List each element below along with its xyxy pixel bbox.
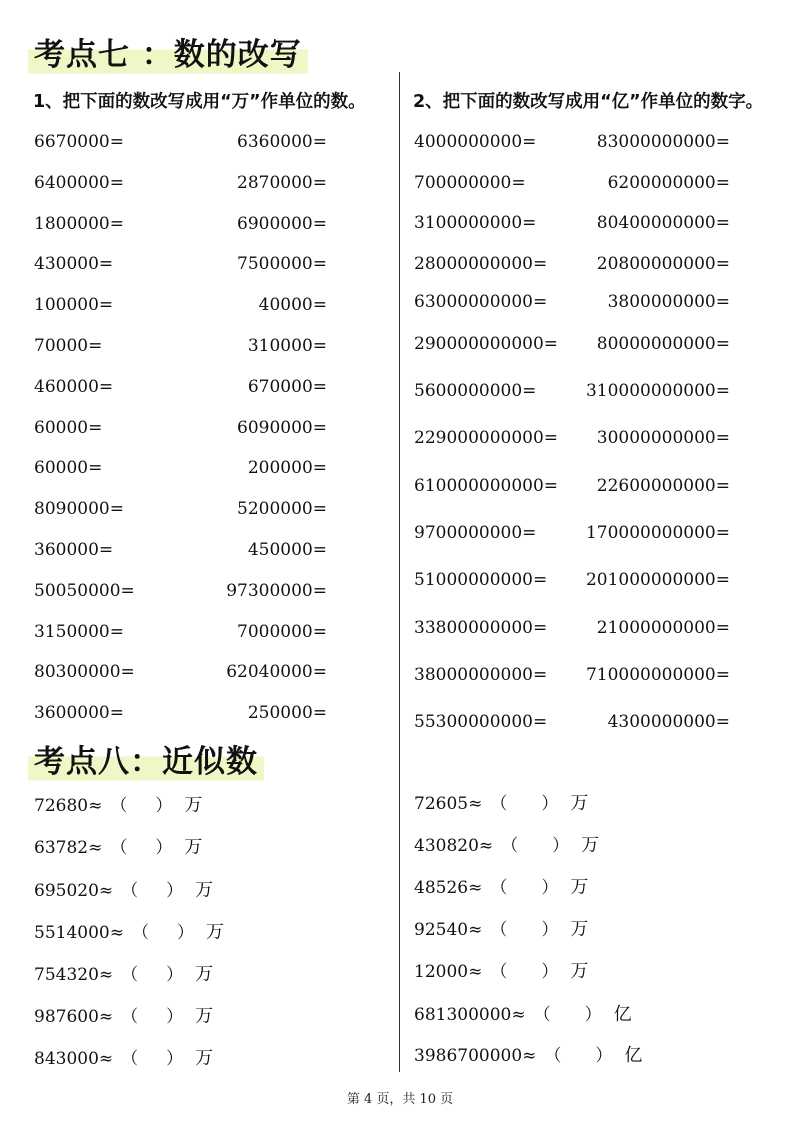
exercise-item: 290000000000= bbox=[414, 334, 559, 354]
exercise-item: 55300000000= bbox=[414, 712, 548, 732]
exercise-item: 4300000000= bbox=[607, 712, 730, 732]
exercise-item: 80300000= bbox=[34, 662, 135, 682]
exercise-item: 200000= bbox=[247, 458, 327, 478]
approx-number: 72605 bbox=[414, 794, 469, 814]
approx-symbol: ≈ bbox=[511, 1005, 526, 1025]
column-divider bbox=[399, 72, 400, 1072]
close-paren: ） bbox=[155, 838, 173, 858]
approx-symbol: ≈ bbox=[468, 794, 483, 814]
close-paren: ） bbox=[595, 1046, 613, 1066]
approx-number: 695020 bbox=[34, 881, 99, 901]
unit-label: 亿 bbox=[624, 1045, 643, 1066]
exercise-item: 5600000000= bbox=[414, 381, 537, 401]
exercise-item: 50050000= bbox=[34, 581, 135, 601]
open-paren: （ bbox=[110, 796, 128, 816]
approximation-row bbox=[414, 876, 588, 900]
exercise-item: 22600000000= bbox=[596, 476, 730, 496]
exercise-item: 460000= bbox=[34, 377, 114, 397]
approximation-row bbox=[34, 1005, 213, 1029]
unit-label: 万 bbox=[195, 1006, 214, 1027]
unit-label: 亿 bbox=[613, 1004, 632, 1025]
close-paren: ） bbox=[166, 1007, 184, 1027]
unit-label: 万 bbox=[570, 793, 589, 814]
exercise-item: 100000= bbox=[34, 295, 114, 315]
unit-label: 万 bbox=[195, 1048, 214, 1069]
exercise-item: 310000= bbox=[247, 336, 327, 356]
open-paren: （ bbox=[501, 836, 519, 856]
unit-label: 万 bbox=[570, 877, 589, 898]
open-paren: （ bbox=[544, 1046, 562, 1066]
approx-number: 92540 bbox=[414, 920, 469, 940]
close-paren: ） bbox=[541, 962, 559, 982]
close-paren: ） bbox=[541, 920, 559, 940]
approx-number: 72680 bbox=[34, 796, 89, 816]
approx-symbol: ≈ bbox=[468, 878, 483, 898]
exercise-item: 60000= bbox=[34, 458, 103, 478]
unit-label: 万 bbox=[570, 961, 589, 982]
approx-symbol: ≈ bbox=[109, 923, 124, 943]
exercise-item: 670000= bbox=[247, 377, 327, 397]
exercise-item: 3800000000= bbox=[607, 292, 730, 312]
approximation-row bbox=[34, 963, 213, 987]
approximation-row bbox=[414, 792, 588, 816]
approx-number: 63782 bbox=[34, 838, 89, 858]
close-paren: ） bbox=[584, 1005, 602, 1025]
approx-symbol: ≈ bbox=[98, 1007, 114, 1027]
approx-number: 754320 bbox=[34, 965, 99, 985]
exercise-item: 83000000000= bbox=[596, 132, 730, 152]
unit-label: 万 bbox=[581, 835, 600, 856]
exercise-item: 700000000= bbox=[414, 173, 526, 193]
exercise-item: 5200000= bbox=[237, 499, 327, 519]
open-paren: （ bbox=[490, 794, 508, 814]
close-paren: ） bbox=[166, 1049, 184, 1069]
unit-label: 万 bbox=[195, 880, 214, 901]
exercise-item: 63000000000= bbox=[414, 292, 548, 312]
question-2-heading: 2、把下面的数改写成用“亿”作单位的数字。 bbox=[413, 92, 764, 112]
exercise-item: 40000= bbox=[258, 295, 327, 315]
unit-label: 万 bbox=[570, 919, 589, 940]
exercise-item: 70000= bbox=[34, 336, 103, 356]
approximation-row bbox=[34, 836, 202, 860]
exercise-item: 6400000= bbox=[34, 173, 124, 193]
approx-number: 3986700000 bbox=[414, 1046, 523, 1066]
exercise-item: 6200000000= bbox=[607, 173, 730, 193]
exercise-item: 450000= bbox=[247, 540, 327, 560]
exercise-item: 20800000000= bbox=[596, 254, 730, 274]
exercise-item: 7500000= bbox=[237, 254, 327, 274]
exercise-item: 6900000= bbox=[237, 214, 327, 234]
approximation-row bbox=[34, 921, 224, 945]
approximation-row bbox=[34, 879, 213, 903]
exercise-item: 6360000= bbox=[237, 132, 327, 152]
section-title-rewrite: 考点七 ：数的改写 bbox=[28, 33, 308, 77]
approx-symbol: ≈ bbox=[98, 881, 114, 901]
approx-symbol: ≈ bbox=[522, 1046, 537, 1066]
approx-symbol: ≈ bbox=[98, 965, 114, 985]
close-paren: ） bbox=[541, 794, 559, 814]
unit-label: 万 bbox=[184, 795, 203, 816]
approximation-row bbox=[414, 918, 588, 942]
approx-number: 987600 bbox=[34, 1007, 99, 1027]
exercise-item: 97300000= bbox=[226, 581, 327, 601]
open-paren: （ bbox=[121, 881, 139, 901]
close-paren: ） bbox=[552, 836, 570, 856]
open-paren: （ bbox=[490, 878, 508, 898]
exercise-item: 38000000000= bbox=[414, 665, 548, 685]
approximation-row bbox=[414, 834, 599, 858]
close-paren: ） bbox=[166, 881, 184, 901]
open-paren: （ bbox=[121, 965, 139, 985]
exercise-item: 250000= bbox=[247, 703, 327, 723]
approx-symbol: ≈ bbox=[98, 1049, 114, 1069]
unit-label: 万 bbox=[205, 922, 224, 943]
open-paren: （ bbox=[490, 920, 508, 940]
exercise-item: 360000= bbox=[34, 540, 114, 560]
exercise-item: 3100000000= bbox=[414, 213, 537, 233]
approx-number: 12000 bbox=[414, 962, 469, 982]
exercise-item: 60000= bbox=[34, 418, 103, 438]
exercise-item: 51000000000= bbox=[414, 570, 548, 590]
approximation-row bbox=[414, 1003, 632, 1027]
exercise-item: 9700000000= bbox=[414, 523, 537, 543]
exercise-item: 62040000= bbox=[226, 662, 327, 682]
unit-label: 万 bbox=[195, 964, 214, 985]
approx-symbol: ≈ bbox=[478, 836, 494, 856]
exercise-item: 1800000= bbox=[34, 214, 124, 234]
close-paren: ） bbox=[541, 878, 559, 898]
page-footer: 第 4 页，共 10 页 bbox=[346, 1092, 454, 1107]
approx-symbol: ≈ bbox=[88, 838, 103, 858]
approximation-row bbox=[34, 794, 202, 818]
exercise-item: 229000000000= bbox=[414, 428, 559, 448]
approx-number: 430820 bbox=[414, 836, 479, 856]
exercise-item: 28000000000= bbox=[414, 254, 548, 274]
approx-symbol: ≈ bbox=[88, 796, 103, 816]
open-paren: （ bbox=[121, 1049, 139, 1069]
approx-symbol: ≈ bbox=[468, 920, 483, 940]
approximation-row bbox=[34, 1047, 213, 1071]
unit-label: 万 bbox=[184, 837, 203, 858]
approx-number: 5514000 bbox=[34, 923, 110, 943]
close-paren: ） bbox=[166, 965, 184, 985]
exercise-item: 430000= bbox=[34, 254, 114, 274]
approximation-row bbox=[414, 960, 588, 984]
exercise-item: 2870000= bbox=[237, 173, 327, 193]
approx-number: 681300000 bbox=[414, 1005, 512, 1025]
exercise-item: 4000000000= bbox=[414, 132, 537, 152]
exercise-item: 610000000000= bbox=[414, 476, 559, 496]
question-1-heading: 1、把下面的数改写成用“万”作单位的数。 bbox=[33, 92, 366, 112]
exercise-item: 33800000000= bbox=[414, 618, 548, 638]
exercise-item: 310000000000= bbox=[585, 381, 730, 401]
exercise-item: 6090000= bbox=[237, 418, 327, 438]
approx-number: 843000 bbox=[34, 1049, 99, 1069]
exercise-item: 8090000= bbox=[34, 499, 124, 519]
exercise-item: 201000000000= bbox=[585, 570, 730, 590]
open-paren: （ bbox=[490, 962, 508, 982]
exercise-item: 3150000= bbox=[34, 622, 124, 642]
open-paren: （ bbox=[533, 1005, 551, 1025]
open-paren: （ bbox=[121, 1007, 139, 1027]
open-paren: （ bbox=[110, 838, 128, 858]
approx-number: 48526 bbox=[414, 878, 469, 898]
exercise-item: 710000000000= bbox=[585, 665, 730, 685]
exercise-item: 21000000000= bbox=[596, 618, 730, 638]
approximation-row bbox=[414, 1044, 642, 1068]
exercise-item: 170000000000= bbox=[585, 523, 730, 543]
exercise-item: 80000000000= bbox=[596, 334, 730, 354]
exercise-item: 80400000000= bbox=[596, 213, 730, 233]
exercise-item: 6670000= bbox=[34, 132, 124, 152]
approx-symbol: ≈ bbox=[468, 962, 483, 982]
close-paren: ） bbox=[155, 796, 173, 816]
section-title-approximation: 考点八：近似数 bbox=[28, 740, 264, 784]
exercise-item: 7000000= bbox=[237, 622, 327, 642]
exercise-item: 3600000= bbox=[34, 703, 124, 723]
exercise-item: 30000000000= bbox=[596, 428, 730, 448]
open-paren: （ bbox=[131, 923, 149, 943]
close-paren: ） bbox=[176, 923, 194, 943]
